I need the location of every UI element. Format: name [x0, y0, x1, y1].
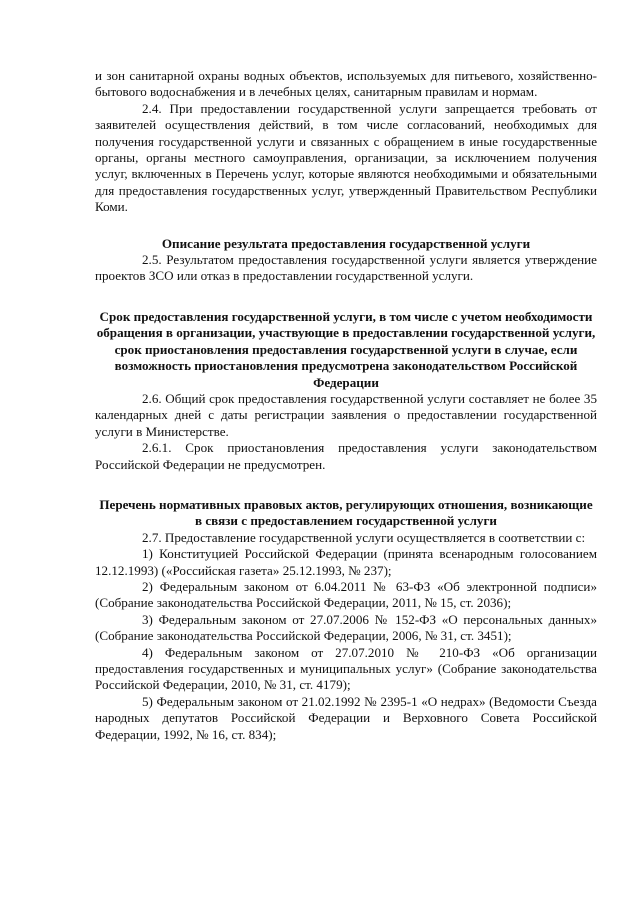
list-item: 3) Федеральным законом от 27.07.2006 № 152-ФЗ «О персональных данных» (Собрание законодательства Российской Федерации, 2006, № 31, ст. 3451);: [95, 611, 597, 644]
clause-2-6-1: 2.6.1. Срок приостановления предоставления услуги законодательством Российской Федерации не предусмотрен.: [95, 440, 597, 472]
document-page: [95, 68, 597, 743]
heading-acts: Перечень нормативных правовых актов, регулирующих отношения, возникающие в связи с предоставлением государственной услуги: [99, 496, 593, 529]
clause-2-6: 2.6. Общий срок предоставления государственной услуги составляет не более 35 календарных дней с даты регистрации заявления о предоставлении государственной услуги в Министерстве.: [95, 390, 597, 439]
spacer: [95, 285, 597, 309]
heading-term: Срок предоставления государственной услуги, в том числе с учетом необходимости обращения в организации, участвующие в предоставлении государственной услуги, срок приостановления предоставления государственной услуги в случае, если возможность приостановления предусмотрена законодательством Российской Федерации: [96, 308, 596, 390]
spacer: [95, 216, 597, 236]
clause-2-5: 2.5. Результатом предоставления государственной услуги является утверждение проектов ЗСО или отказ в предоставлении государственной услуги.: [95, 252, 597, 284]
clause-2-4: 2.4. При предоставлении государственной услуги запрещается требовать от заявителей осуществления действий, в том числе согласований, необходимых для получения государственной услуги и связанных с обращением в иные государственные органы, органы местного самоуправления, организации, за исключением получения услуг, включенных в Перечень услуг, которые являются необходимыми и обязательными для предоставления государственных услуг, утвержденный Правительством Республики Коми.: [95, 100, 597, 215]
list-item: 2) Федеральным законом от 6.04.2011 № 63-ФЗ «Об электронной подписи» (Собрание законодательства Российской Федерации, 2011, № 15, ст. 2036);: [95, 578, 597, 611]
list-item: 1) Конституцией Российской Федерации (принята всенародным голосованием 12.12.1993) («Российская газета» 25.12.1993, № 237);: [95, 546, 597, 578]
clause-2-7: 2.7. Предоставление государственной услуги осуществляется в соответствии с:: [142, 529, 586, 545]
list-item: 4) Федеральным законом от 27.07.2010 № 210-ФЗ «Об организации предоставления государственных и муниципальных услуг» (Собрание законодательства Российской Федерации, 2010, № 31, ст. 4179);: [95, 644, 597, 693]
heading-result: Описание результата предоставления государственной услуги: [161, 235, 531, 251]
spacer: [95, 473, 597, 497]
list-item: 5) Федеральным законом от 21.02.1992 № 2395-1 «О недрах» (Ведомости Съезда народных депутатов Российской Федерации и Верховного Совета Российской Федерации, 1992, № 16, ст. 834);: [95, 693, 597, 742]
intro-paragraph: и зон санитарной охраны водных объектов, используемых для питьевого, хозяйственно-бытового водоснабжения и в лечебных целях, санитарным правилам и нормам.: [95, 68, 597, 100]
